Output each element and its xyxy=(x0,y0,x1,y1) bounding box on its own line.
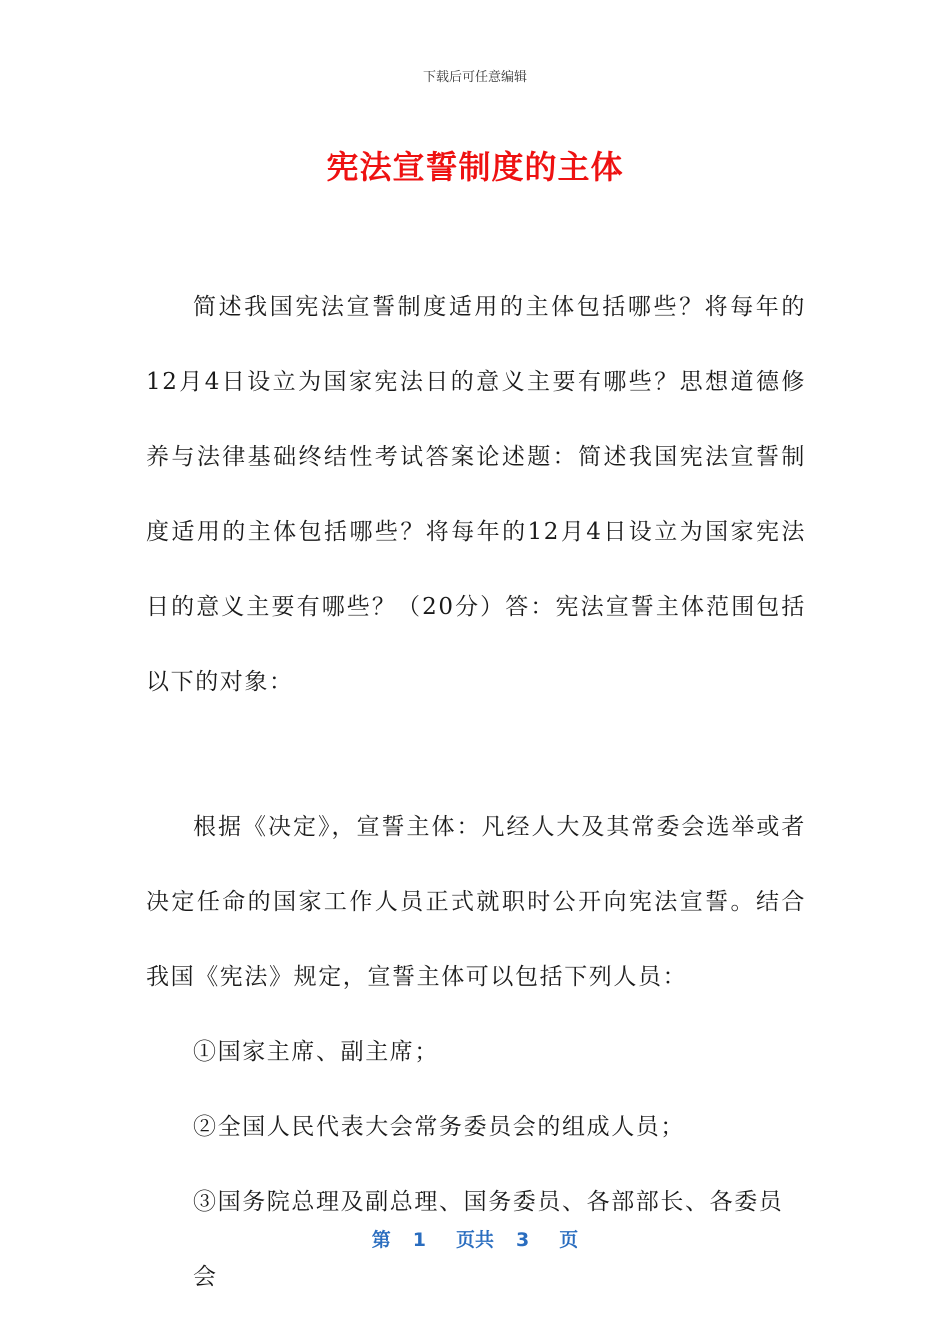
list-item-state-council: ③国务院总理及副总理、国务委员、各部部长、各委员会 xyxy=(193,1189,784,1290)
footer-middle: 页共 xyxy=(455,1229,494,1251)
paragraph-intro: 简述我国宪法宣誓制度适用的主体包括哪些？将每年的12月4日设立为国家宪法日的意义主要有哪些？思想道德修养与法律基础终结性考试答案论述题：简述我国宪法宣誓制度适用的主体包括哪些？将每年的12月4日设立为国家宪法日的意义主要有哪些？（20分）答：宪法宣誓主体范围包括以下的对象： xyxy=(146,294,806,695)
list-item-npc-standing-committee: ②全国人民代表大会常务委员会的组成人员； xyxy=(193,1114,685,1140)
paragraph-spacer xyxy=(146,720,806,790)
footer-prefix: 第 xyxy=(371,1229,391,1251)
list-item-president: ①国家主席、副主席； xyxy=(193,1039,439,1065)
document-body xyxy=(146,270,806,1315)
page-footer xyxy=(0,1225,950,1252)
page-header-note: 下载后可任意编辑 xyxy=(422,70,527,85)
footer-suffix: 页 xyxy=(559,1229,579,1251)
footer-total-pages: 3 xyxy=(516,1229,530,1251)
paragraph-decision: 根据《决定》，宣誓主体：凡经人大及其常委会选举或者决定任命的国家工作人员正式就职时公开向宪法宣誓。结合我国《宪法》规定，宣誓主体可以包括下列人员： xyxy=(146,814,806,990)
footer-current-page: 1 xyxy=(412,1229,426,1251)
document-title: 宪法宣誓制度的主体 xyxy=(326,148,624,186)
